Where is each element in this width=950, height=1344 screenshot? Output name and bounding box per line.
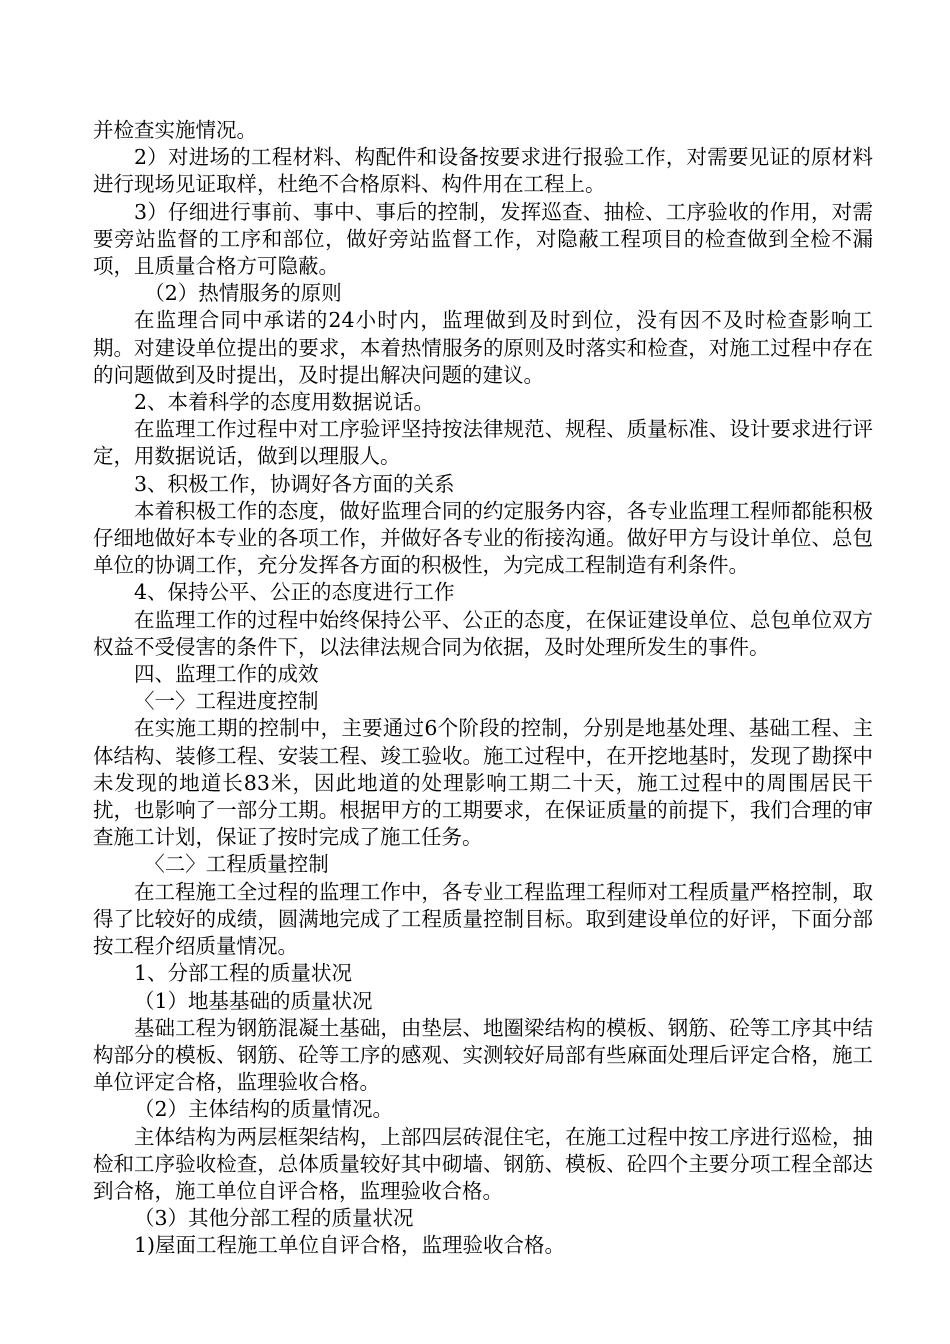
section-heading-results: 四、监理工作的成效 — [134, 662, 319, 687]
section-heading-fairness: 4、保持公平、公正的态度进行工作 — [134, 580, 455, 605]
paragraph-3: 3）仔细进行事前、事中、事后的控制，发挥巡查、抽检、工序验收的作用，对需要旁站监督的工序和部位，做好旁站监督工作，对隐蔽工程项目的检查做到全检不漏项，且质量合格方可隐蔽。 — [93, 199, 873, 279]
section-heading-foundation: （1）地基基础的质量状况 — [134, 988, 373, 1013]
section-heading-warm-service: （2）热情服务的原则 — [144, 281, 342, 306]
section-heading-coordination: 3、积极工作，协调好各方面的关系 — [134, 471, 455, 496]
paragraph-19: 基础工程为钢筋混凝土基础，由垫层、地圈梁结构的模板、钢筋、砼等工序其中结构部分的模板、钢筋、砼等工序的感观、实测较好局部有些麻面处理后评定合格，施工单位评定合格，监理验收合格。 — [93, 1015, 873, 1095]
paragraph-7: 在监理工作过程中对工序验评坚持按法律规范、规程、质量标准、设计要求进行评定，用数据说话，做到以理服人。 — [93, 417, 873, 469]
section-heading-schedule-control: 〈一〉工程进度控制 — [134, 689, 319, 714]
paragraph-16: 在工程施工全过程的监理工作中，各专业工程监理工程师对工程质量严格控制，取得了比较好的成绩，圆满地完成了工程质量控制目标。取到建设单位的好评，下面分部按工程介绍质量情况。 — [93, 879, 873, 959]
paragraph-21: 主体结构为两层框架结构，上部四层砖混住宅，在施工过程中按工序进行巡检，抽检和工序验收检查，总体质量较好其中砌墙、钢筋、模板、砼四个主要分项工程全部达到合格，施工单位自评合格，监理验收合格。 — [93, 1124, 873, 1203]
paragraph-2: 2）对进场的工程材料、构配件和设备按要求进行报验工作，对需要见证的原材料进行现场见证取样，杜绝不合格原料、构件用在工程上。 — [93, 145, 873, 197]
paragraph-11: 在监理工作的过程中始终保持公平、公正的态度，在保证建设单位、总包单位双方权益不受侵害的条件下，以法律法规合同为依据，及时处理所发生的事件。 — [93, 607, 873, 659]
section-heading-quality-control: 〈二〉工程质量控制 — [144, 852, 329, 877]
paragraph-5: 在监理合同中承诺的24小时内，监理做到及时到位，没有因不及时检查影响工期。对建设单位提出的要求，本着热情服务的原则及时落实和检查，对施工过程中存在的问题做到及时提出，及时提出解决问题的建议。 — [93, 308, 873, 387]
paragraph-1: 并检查实施情况。 — [93, 118, 257, 142]
section-heading-subdivision-quality: 1、分部工程的质量状况 — [134, 961, 353, 986]
section-heading-scientific-attitude: 2、本着科学的态度用数据说话。 — [134, 390, 435, 415]
paragraph-14: 在实施工期的控制中，主要通过6个阶段的控制，分别是地基处理、基础工程、主体结构、装修工程、安装工程、竣工验收。施工过程中，在开挖地基时，发现了勘探中未发现的地道长83米，因此地道的处理影响工期二十天，施工过程中的周围居民干扰，也影响了一部分工期。根据甲方的工期要求，在保证质量的前提下，我们合理的审查施工计划，保证了按时完成了施工任务。 — [93, 716, 873, 850]
document-body — [93, 117, 873, 1260]
section-heading-main-structure: （2）主体结构的质量情况。 — [134, 1097, 394, 1122]
section-heading-other-works: （3）其他分部工程的质量状况 — [134, 1206, 414, 1231]
paragraph-23: 1)屋面工程施工单位自评合格，监理验收合格。 — [134, 1233, 566, 1258]
paragraph-9: 本着积极工作的态度，做好监理合同的约定服务内容，各专业监理工程师都能积极仔细地做好本专业的各项工作，并做好各专业的衔接沟通。做好甲方与设计单位、总包单位的协调工作，充分发挥各方面的积极性，为完成工程制造有利条件。 — [93, 498, 873, 578]
